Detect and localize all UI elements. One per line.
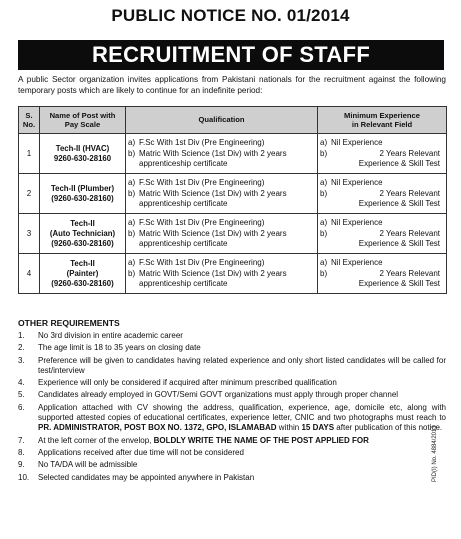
requirement-body — [38, 331, 446, 341]
requirement-bold-text: PR. ADMINISTRATOR, POST BOX NO. 1372, GPO, ISLAMABAD — [38, 423, 277, 433]
requirement-text: Preference will be given to candidates having related experience and only short listed candidates will be called for test/interview — [38, 355, 446, 375]
cell-experience — [318, 134, 447, 174]
qual-a-marker: a) — [128, 218, 136, 227]
cell-sno: 2 — [19, 174, 40, 214]
post-name: Tech-II (Plumber) — [50, 183, 115, 193]
requirement-body — [38, 448, 446, 458]
requirement-text: The age limit is 18 to 35 years on closing date — [38, 343, 201, 353]
post-name: Tech-II — [70, 218, 95, 228]
requirement-bold-text: BOLDLY WRITE THE NAME OF THE POST APPLIED FOR — [153, 435, 369, 445]
cell-qualification — [126, 254, 318, 294]
post-subtitle: (Auto Technician) — [49, 228, 116, 238]
cell-post — [40, 134, 126, 174]
requirement-text: Selected candidates may be appointed anywhere in Pakistan — [38, 472, 255, 482]
exp-a-text: Nil Experience — [331, 218, 383, 227]
header-qualification: Qualification — [126, 107, 318, 134]
exp-b-marker: b) — [320, 269, 328, 278]
table-row — [19, 174, 447, 214]
exp-a-text: Nil Experience — [331, 138, 383, 147]
table-row — [19, 214, 447, 254]
cell-sno: 3 — [19, 214, 40, 254]
post-code: (9260-630-28160) — [51, 193, 114, 203]
cell-qualification — [126, 214, 318, 254]
post-name: Tech-II — [70, 258, 95, 268]
exp-a-marker: a) — [320, 258, 328, 267]
other-requirements-heading: OTHER REQUIREMENTS — [18, 318, 120, 328]
header-sno: S. No. — [19, 107, 40, 134]
requirement-number: 6. — [18, 402, 25, 412]
requirement-body — [38, 403, 446, 434]
requirement-text: Applications received after due time will not be considered — [38, 447, 244, 457]
qual-b-marker: b) — [128, 229, 136, 238]
intro-paragraph: A public Sector organization invites applications from Pakistani nationals for the recruitment against the following temporary posts which are likely to continue for an indefinite period: — [18, 75, 446, 95]
qual-b-marker: b) — [128, 269, 136, 278]
cell-qualification — [126, 174, 318, 214]
requirement-item — [18, 460, 446, 470]
pid-number: PID(I) No. 4884/2013 — [432, 425, 438, 482]
qual-a-marker: a) — [128, 258, 136, 267]
exp-a-marker: a) — [320, 138, 328, 147]
requirement-text: No TA/DA will be admissible — [38, 460, 138, 470]
requirement-item — [18, 403, 446, 434]
exp-b-line1: 2 Years Relevant — [379, 269, 440, 278]
post-code: (9260-630-28160) — [51, 278, 114, 288]
requirement-text: Application attached with CV showing the address, qualification, experience, age, domicile etc, along with supported attested copies of educational certificates, experience letter, CNIC and two photographs must reach to — [38, 402, 446, 423]
requirement-item — [18, 448, 446, 458]
requirement-body — [38, 356, 446, 377]
qual-a-marker: a) — [128, 138, 136, 147]
requirement-body — [38, 390, 446, 400]
cell-experience — [318, 174, 447, 214]
requirement-number: 2. — [18, 343, 25, 353]
qual-b-text: Matric With Science (1st Div) with 2 years apprenticeship certificate — [139, 189, 287, 208]
exp-a-text: Nil Experience — [331, 258, 383, 267]
cell-experience — [318, 254, 447, 294]
exp-b-line1: 2 Years Relevant — [379, 229, 440, 238]
exp-a-marker: a) — [320, 218, 328, 227]
cell-sno: 4 — [19, 254, 40, 294]
requirement-item — [18, 390, 446, 400]
requirement-body — [38, 343, 446, 353]
requirement-text: Candidates already employed in GOVT/Semi GOVT organizations must apply through proper channel — [38, 390, 399, 400]
exp-b-line2: Experience & Skill Test — [358, 239, 440, 248]
exp-b-marker: b) — [320, 149, 328, 158]
requirement-body — [38, 460, 446, 470]
exp-b-line1: 2 Years Relevant — [379, 189, 440, 198]
requirement-text: At the left corner of the envelop, — [38, 435, 154, 445]
cell-post — [40, 254, 126, 294]
cell-experience — [318, 214, 447, 254]
requirement-item — [18, 356, 446, 377]
exp-b-line1: 2 Years Relevant — [379, 149, 440, 158]
exp-a-marker: a) — [320, 178, 328, 187]
requirement-text: within — [276, 423, 302, 433]
cell-post — [40, 174, 126, 214]
notice-title: PUBLIC NOTICE NO. 01/2014 — [111, 6, 350, 25]
requirement-bold-text: 15 DAYS — [301, 423, 335, 433]
qual-a-text: F.Sc With 1st Div (Pre Engineering) — [139, 218, 265, 227]
requirement-number: 3. — [18, 355, 25, 365]
qual-a-text: F.Sc With 1st Div (Pre Engineering) — [139, 138, 265, 147]
requirement-number: 7. — [18, 435, 25, 445]
qual-a-text: F.Sc With 1st Div (Pre Engineering) — [139, 258, 265, 267]
requirement-number: 9. — [18, 460, 25, 470]
requirement-number: 10. — [18, 472, 30, 482]
exp-b-marker: b) — [320, 189, 328, 198]
exp-b-line2: Experience & Skill Test — [358, 159, 440, 168]
cell-post — [40, 214, 126, 254]
requirement-item — [18, 378, 446, 388]
header-experience: Minimum Experience in Relevant Field — [318, 107, 447, 134]
requirement-text: No 3rd division in entire academic career — [38, 331, 183, 340]
requirement-body — [38, 378, 446, 388]
exp-a-text: Nil Experience — [331, 178, 383, 187]
requirement-number: 5. — [18, 390, 25, 400]
requirement-item — [18, 436, 446, 446]
qual-a-marker: a) — [128, 178, 136, 187]
cell-sno: 1 — [19, 134, 40, 174]
qual-a-text: F.Sc With 1st Div (Pre Engineering) — [139, 178, 265, 187]
post-name: Tech-II (HVAC) — [55, 143, 110, 153]
requirement-item — [18, 473, 446, 483]
requirement-item — [18, 331, 446, 341]
cell-qualification — [126, 134, 318, 174]
requirement-number: 8. — [18, 447, 25, 457]
qual-b-marker: b) — [128, 189, 136, 198]
exp-b-line2: Experience & Skill Test — [358, 279, 440, 288]
requirement-text: after publication of this notice. — [334, 423, 443, 433]
table-header-row — [19, 107, 447, 134]
requirement-body — [38, 473, 446, 483]
requirement-item — [18, 343, 446, 353]
requirement-body — [38, 436, 446, 446]
post-code: (9260-630-28160) — [51, 238, 114, 248]
qual-b-marker: b) — [128, 149, 136, 158]
exp-b-marker: b) — [320, 229, 328, 238]
qual-b-text: Matric With Science (1st Div) with 2 years apprenticeship certificate — [139, 269, 287, 288]
qual-b-text: Matric With Science (1st Div) with 2 years apprenticeship certificate — [139, 229, 287, 248]
table-row — [19, 134, 447, 174]
exp-b-line2: Experience & Skill Test — [358, 199, 440, 208]
requirement-text: Experience will only be considered if acquired after minimum prescribed qualification — [38, 378, 337, 388]
requirement-number: 1. — [18, 331, 25, 340]
post-subtitle: (Painter) — [66, 268, 99, 278]
qual-b-text: Matric With Science (1st Div) with 2 years apprenticeship certificate — [139, 149, 287, 168]
table-row — [19, 254, 447, 294]
post-code: 9260-630-28160 — [53, 153, 112, 163]
requirements-list — [18, 331, 446, 485]
recruitment-banner: RECRUITMENT OF STAFF — [18, 40, 444, 70]
header-post: Name of Post with Pay Scale — [40, 107, 126, 134]
requirement-number: 4. — [18, 378, 25, 388]
posts-table — [18, 106, 447, 294]
